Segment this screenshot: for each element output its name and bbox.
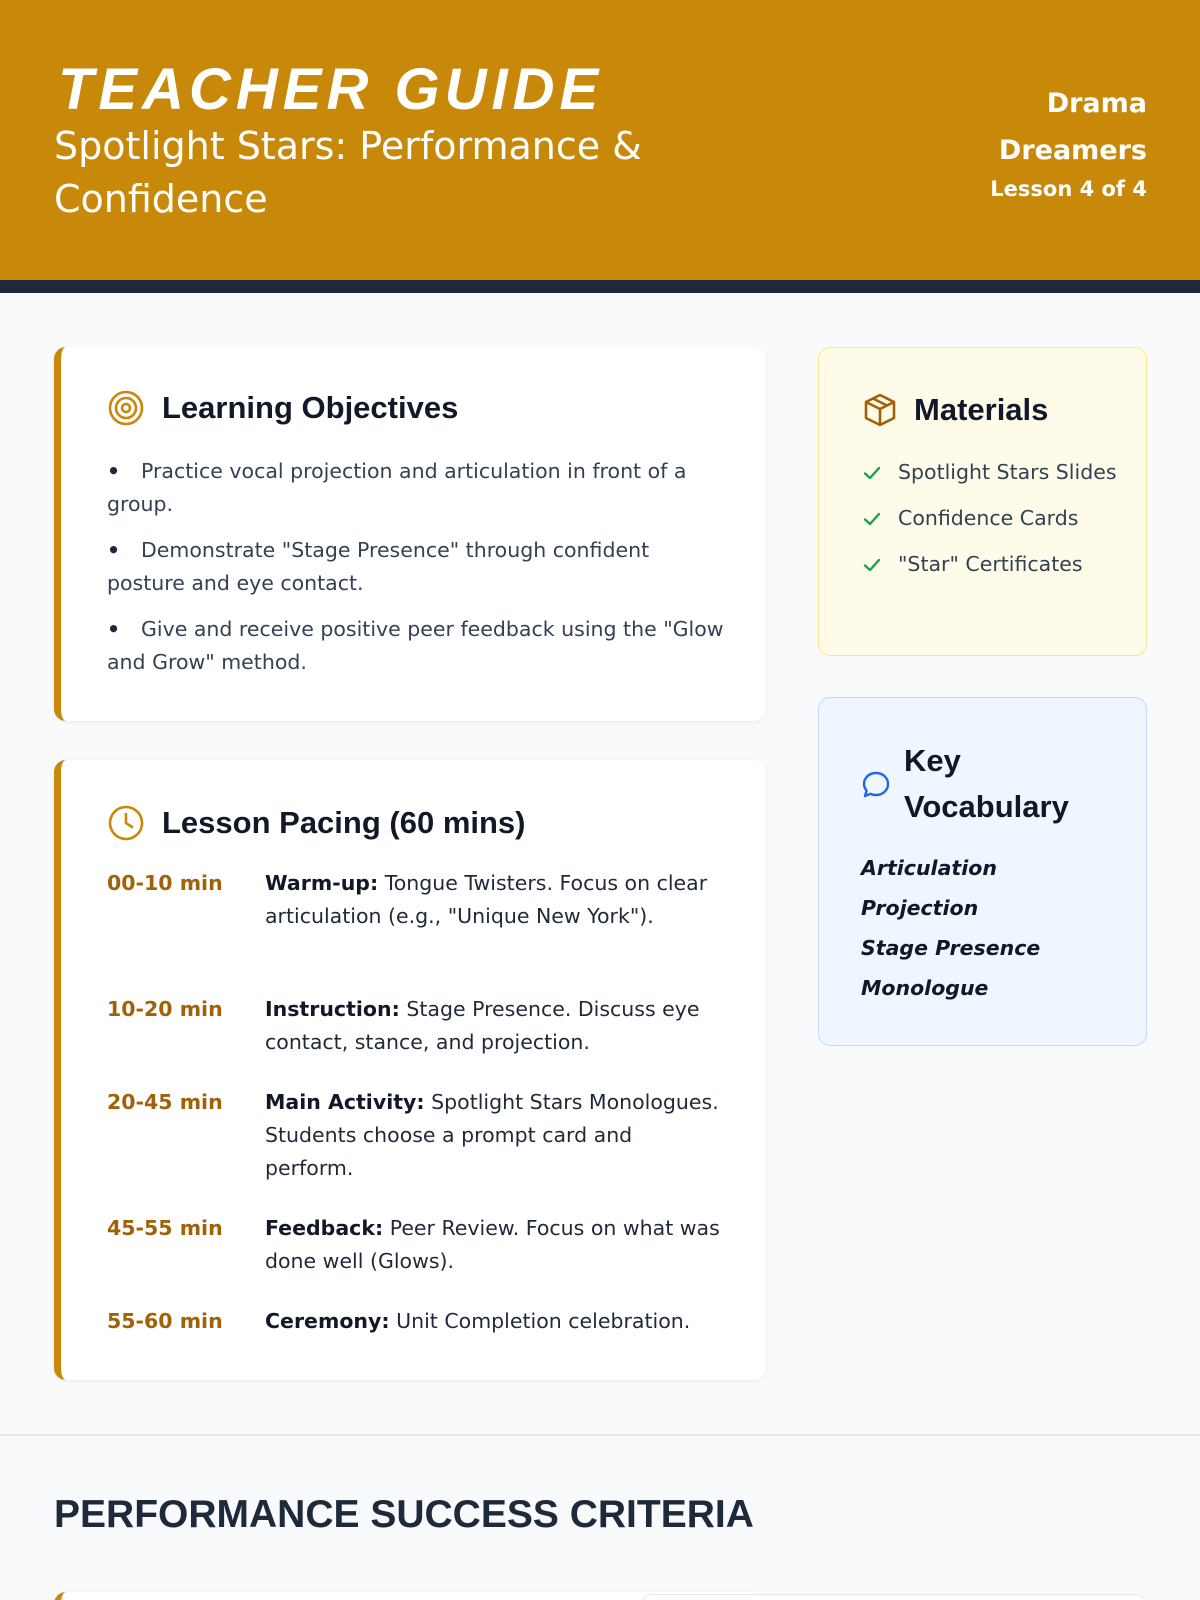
vocabulary-heading: [862, 738, 1114, 830]
check-icon: [862, 456, 898, 489]
pacing-heading: [107, 804, 526, 842]
list-item: • Give and receive positive peer feedback using the "Glow and Grow" method.: [107, 617, 724, 674]
list-item: • Practice vocal projection and articulation in front of a group.: [107, 459, 687, 516]
objectives-heading: [107, 389, 458, 427]
pacing-time: 10-20 min: [107, 997, 223, 1021]
clock-icon: [107, 804, 145, 842]
materials-title: Materials: [914, 392, 1049, 427]
objectives-list: [107, 455, 727, 692]
materials-list: [862, 456, 1132, 594]
section-divider: [0, 1434, 1200, 1436]
lesson-title: Spotlight Stars: Performance & Confidence: [54, 124, 642, 221]
document-label: TEACHER GUIDE: [58, 57, 604, 122]
chat-bubble-icon: [862, 769, 890, 799]
vocabulary-title: Key Vocabulary: [904, 743, 1069, 824]
check-icon: [862, 502, 898, 535]
pacing-time: 45-55 min: [107, 1216, 223, 1240]
objectives-card: [54, 347, 766, 721]
vocabulary-card: [818, 697, 1147, 1046]
header-divider: [0, 280, 1200, 293]
box-icon: [862, 392, 898, 428]
check-icon: [862, 548, 898, 581]
materials-heading: [862, 392, 1048, 428]
success-criteria-heading: PERFORMANCE SUCCESS CRITERIA: [54, 1493, 754, 1536]
pacing-time: 00-10 min: [107, 871, 223, 895]
pacing-description: Feedback: Peer Review. Focus on what was done well (Glows).: [265, 1216, 720, 1273]
objectives-title: Learning Objectives: [162, 390, 459, 425]
pacing-time: 20-45 min: [107, 1090, 223, 1114]
pacing-description: Instruction: Stage Presence. Discuss eye contact, stance, and projection.: [265, 997, 700, 1054]
list-item: • Demonstrate "Stage Presence" through confident posture and eye contact.: [107, 538, 650, 595]
pacing-time: 55-60 min: [107, 1309, 223, 1333]
vocabulary-term: Stage Presence: [861, 936, 1041, 960]
page-header: [0, 0, 1200, 280]
list-item: Confidence Cards: [862, 502, 1132, 535]
pacing-description: Warm-up: Tongue Twisters. Focus on clear articulation (e.g., "Unique New York").: [265, 871, 708, 928]
materials-card: [818, 347, 1147, 656]
vocabulary-list: [861, 848, 1131, 1008]
pacing-description: Main Activity: Spotlight Stars Monologues. Students choose a prompt card and perform.: [265, 1090, 719, 1180]
vocabulary-term: Projection: [861, 896, 979, 920]
vocabulary-term: Monologue: [861, 976, 989, 1000]
unit-name: Drama Dreamers: [998, 88, 1147, 166]
criteria-card: [640, 1594, 1147, 1600]
vocabulary-term: Articulation: [861, 856, 997, 880]
pacing-title: Lesson Pacing (60 mins): [162, 805, 526, 840]
pacing-card: [54, 760, 766, 1380]
target-icon: [107, 389, 145, 427]
pacing-description: Ceremony: Unit Completion celebration.: [265, 1309, 691, 1333]
lesson-number: Lesson 4 of 4: [990, 177, 1147, 201]
list-item: Spotlight Stars Slides: [862, 456, 1132, 489]
list-item: "Star" Certificates: [862, 548, 1132, 581]
unit-info: [927, 80, 1147, 204]
